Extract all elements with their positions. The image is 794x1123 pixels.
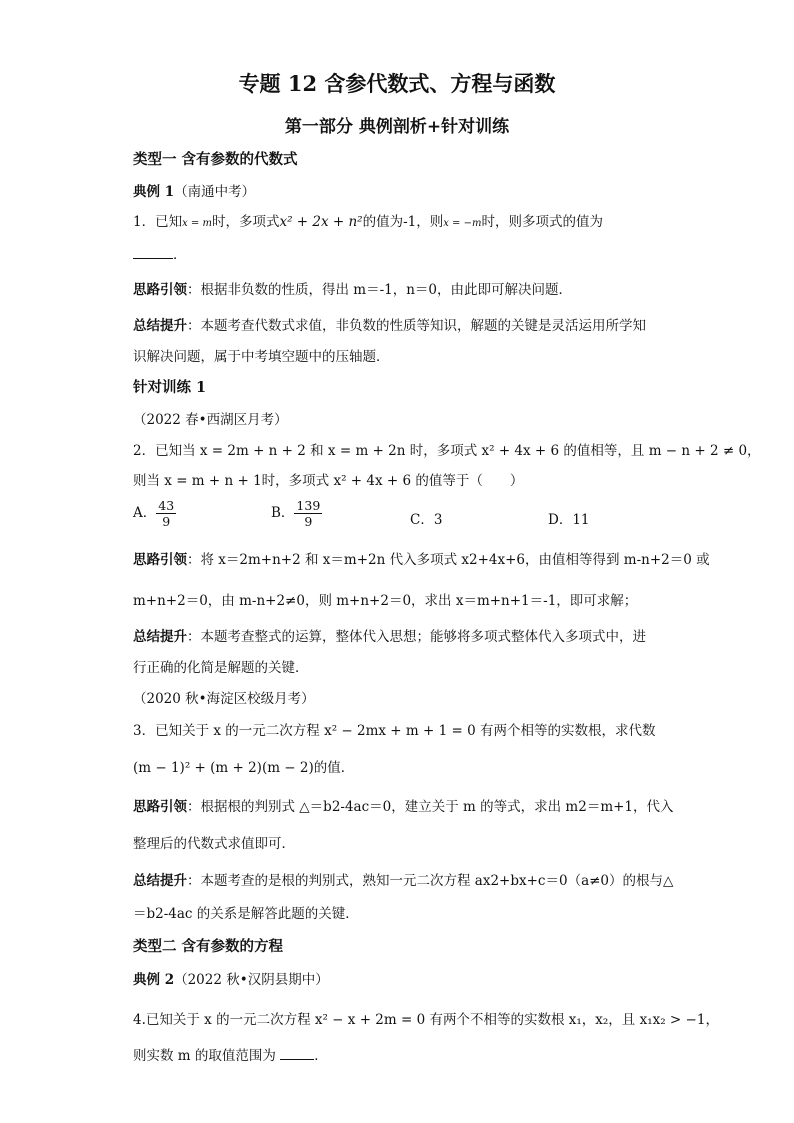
page-subtitle: 第一部分 典例剖析+针对训练 — [284, 117, 510, 137]
answer-blank — [133, 244, 173, 259]
example1-label: 典例 1 — [133, 184, 175, 200]
q1-text-c: 时，则多项式的值为 — [481, 214, 603, 230]
question4-line1: 4.已知关于 x 的一元二次方程 x² − x + 2m = 0 有两个不相等的实数根 x₁，x₂，且 x₁x₂ > −1， — [133, 1012, 719, 1028]
q1-hint-text: ：根据非负数的性质，得出 m＝-1，n＝0，由此即可解决问题． — [187, 282, 573, 298]
q3-hint-line2: 整理后的代数式求值即可． — [133, 836, 295, 852]
question4-line2: 则实数 m 的取值范围为 ． — [133, 1045, 328, 1066]
question3-line1: 3．已知关于 x 的一元二次方程 x² − 2mx + m + 1 = 0 有两个相等的实数根，求代数 — [133, 723, 656, 739]
question2-line2: 则当 x = m + n + 1时，多项式 x² + 4x + 6 的值等于（ ） — [133, 473, 524, 489]
option-d[interactable]: D．11 — [548, 512, 590, 528]
q2-summary-line1 — [133, 627, 646, 647]
option-a-label: A． — [133, 505, 157, 521]
example2-label: 典例 2 — [133, 972, 175, 988]
option-b-numerator: 139 — [296, 498, 321, 513]
training1-heading: 针对训练 1 — [133, 379, 207, 396]
q1-hint — [133, 280, 572, 300]
q2-hint-line1 — [133, 550, 710, 570]
q1-prefix: 1．已知 — [133, 214, 183, 230]
hint-label: 思路引领 — [133, 552, 187, 568]
page-title: 专题 12 含参代数式、方程与函数 — [238, 71, 556, 96]
example2-source: （2022 秋•汉阴县期中） — [174, 972, 329, 988]
option-b-denominator: 9 — [304, 514, 313, 529]
q3-summary-line2: ＝b2-4ac 的关系是解答此题的关键． — [133, 906, 359, 922]
q1-condition1: x = m — [182, 218, 212, 229]
option-b-fraction — [294, 498, 322, 529]
q1-summary-line1 — [133, 316, 646, 336]
example2-heading — [133, 970, 329, 990]
summary-label: 总结提升 — [133, 873, 187, 889]
question1-line1 — [133, 212, 603, 234]
summary-label: 总结提升 — [133, 629, 187, 645]
q2-hint-text1: ：将 x＝2m+n+2 和 x＝m+2n 代入多项式 x2+4x+6，由值相等得到 m-n+2＝0 或 — [187, 552, 710, 568]
q3-source: （2020 秋•海淀区校级月考） — [133, 691, 315, 707]
q1-condition2: x = −m — [443, 218, 482, 229]
q2-summary-text1: ：本题考查整式的运算，整体代入思想；能够将多项式整体代入多项式中，进 — [187, 629, 646, 645]
example1-source: （南通中考） — [174, 184, 256, 200]
option-a-fraction — [156, 498, 176, 529]
hint-label: 思路引领 — [133, 799, 187, 815]
q3-hint-line1 — [133, 797, 674, 817]
q4-line2-text: 则实数 m 的取值范围为 — [133, 1048, 276, 1064]
question2-line1: 2．已知当 x = 2m + n + 2 和 x = m + 2n 时，多项式 x² + 4x + 6 的值相等，且 m − n + 2 ≠ 0， — [133, 443, 761, 459]
q3-summary-text1: ：本题考查的是根的判别式，熟知一元二次方程 ax2+bx+c＝0（a≠0）的根与△ — [187, 873, 674, 889]
answer-blank — [280, 1045, 314, 1060]
q2-source: （2022 春•西湖区月考） — [133, 412, 288, 428]
q3-summary-line1 — [133, 871, 673, 891]
summary-label: 总结提升 — [133, 318, 187, 334]
option-a[interactable] — [133, 498, 176, 529]
q3-hint-text1: ：根据根的判别式 △＝b2-4ac＝0，建立关于 m 的等式，求出 m2＝m+1，代入 — [187, 799, 674, 815]
example1-heading — [133, 182, 255, 202]
option-c[interactable]: C．3 — [410, 512, 443, 528]
section-type2-heading: 类型二 含有参数的方程 — [133, 938, 284, 955]
q1-text-b: 的值为-1，则 — [362, 214, 444, 230]
q1-summary-line2: 识解决问题，属于中考填空题中的压轴题． — [133, 349, 390, 365]
q2-summary-line2: 行正确的化简是解题的关键． — [133, 660, 309, 676]
q1-polynomial: x² + 2x + n² — [279, 214, 363, 230]
option-b-label: B． — [271, 505, 295, 521]
hint-label: 思路引领 — [133, 282, 187, 298]
question1-line2: ． — [133, 244, 187, 265]
section-type1-heading: 类型一 含有参数的代数式 — [133, 151, 298, 168]
q1-text-a: 时，多项式 — [211, 214, 280, 230]
question3-line2: (m − 1)² + (m + 2)(m − 2)的值． — [133, 760, 355, 776]
q1-summary-text1: ：本题考查代数式求值，非负数的性质等知识，解题的关键是灵活运用所学知 — [187, 318, 646, 334]
option-b[interactable] — [271, 498, 322, 529]
option-a-numerator: 43 — [158, 498, 175, 513]
q2-hint-line2: m+n+2＝0，由 m-n+2≠0，则 m+n+2＝0，求出 x＝m+n+1＝-1，即可求解； — [133, 593, 638, 609]
option-a-denominator: 9 — [162, 514, 171, 529]
